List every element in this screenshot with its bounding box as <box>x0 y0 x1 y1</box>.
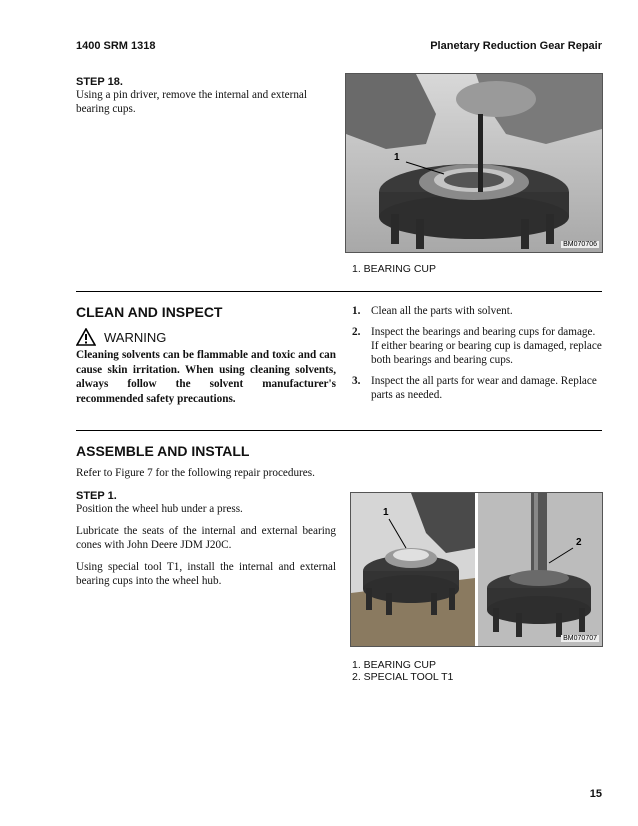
warning-label: WARNING <box>104 329 167 345</box>
clean-inspect-list <box>352 304 602 409</box>
figure-2-callout-1: 1 <box>383 507 389 518</box>
clean-item-2: 2. Inspect the bearings and bearing cups for damage. If either bearing or bearing cup is damaged, replace both bearings and bearing cups. <box>352 326 602 366</box>
assemble-step-1-p1: Position the wheel hub under a press. <box>76 503 243 515</box>
header-left: 1400 SRM 1318 <box>76 40 156 52</box>
warning-text: Cleaning solvents can be flammable and toxic and can cause skin irritation. When using cleaning solvents, always follow the solvent manufacturer's recommended safety precautions. <box>76 349 336 405</box>
clean-item-3: 3. Inspect the all parts for wear and damage. Replace parts as needed. <box>352 375 597 401</box>
warning-triangle-icon <box>76 328 96 346</box>
assemble-install-title: ASSEMBLE AND INSTALL <box>76 443 250 459</box>
section-divider-1 <box>76 291 602 292</box>
warning-block <box>76 328 336 406</box>
warning-header <box>76 328 336 346</box>
figure-1-caption: 1. BEARING CUP <box>352 263 437 275</box>
section-divider-2 <box>76 430 602 431</box>
step-18-title: STEP 18. <box>76 76 123 88</box>
bearing-cup-removal-illustration <box>346 74 602 252</box>
figure-1-photo <box>345 73 603 253</box>
clean-item-1: 1. Clean all the parts with solvent. <box>352 305 513 317</box>
figure-2-callout-2: 2 <box>576 537 582 548</box>
figure-1-callout-1: 1 <box>394 152 400 163</box>
assemble-step-1-title: STEP 1. <box>76 490 117 502</box>
figure-2-caption-2: 2. SPECIAL TOOL T1 <box>352 671 454 683</box>
figure-2-tag: BM070707 <box>563 635 597 642</box>
assemble-step-1-p2: Lubricate the seats of the internal and external bearing cones with John Deere JDM J20C. <box>76 525 336 551</box>
assemble-intro: Refer to Figure 7 for the following repair procedures. <box>76 467 315 479</box>
page-number: 15 <box>589 788 602 800</box>
header-right: Planetary Reduction Gear Repair <box>430 40 602 52</box>
step-18-text: Using a pin driver, remove the internal and external bearing cups. <box>76 89 307 115</box>
clean-inspect-title: CLEAN AND INSPECT <box>76 304 223 320</box>
assemble-step-1-p3: Using special tool T1, install the internal and external bearing cups into the wheel hub. <box>76 561 336 587</box>
assemble-step-1 <box>76 490 336 588</box>
figure-1-tag: BM070706 <box>563 241 597 248</box>
figure-2-photo <box>350 492 603 647</box>
step-18 <box>76 76 336 116</box>
figure-2-caption-1: 1. BEARING CUP <box>352 659 437 671</box>
